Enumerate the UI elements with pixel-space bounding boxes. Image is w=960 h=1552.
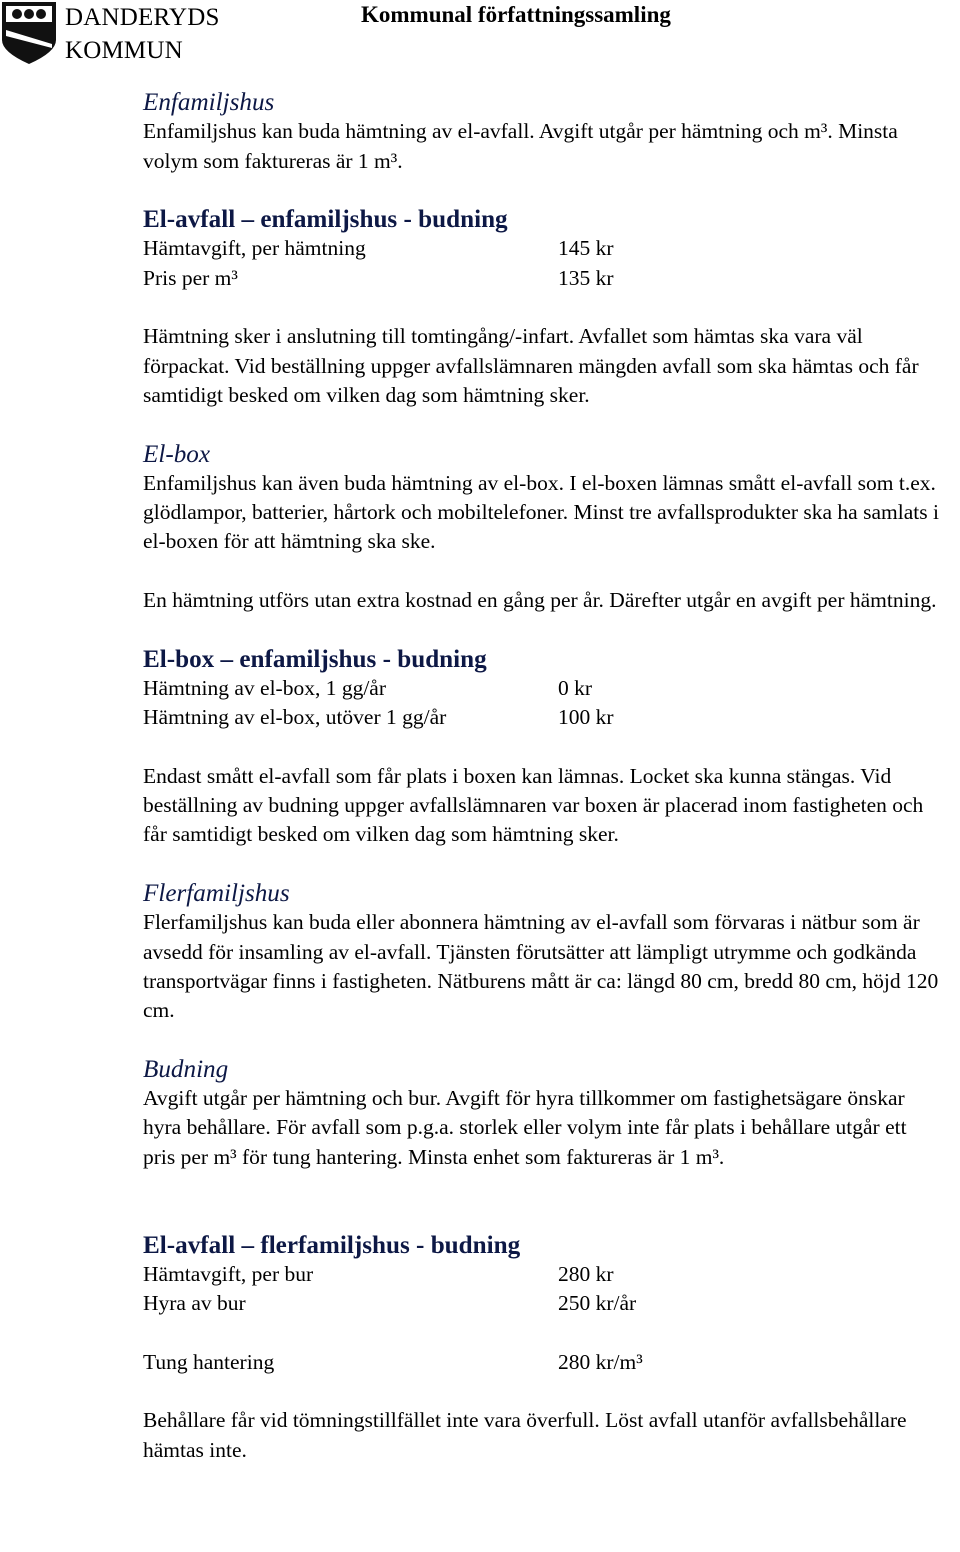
price-table-heading-elbox-enfamiljshus: El-box – enfamiljshus - budning — [143, 645, 487, 673]
price-row — [143, 1289, 943, 1318]
price-row — [143, 674, 943, 703]
price-row — [143, 234, 943, 263]
organization-name-line-1: DANDERYDS — [65, 4, 220, 31]
paragraph-budning: Avgift utgår per hämtning och bur. Avgift för hyra tillkommer om fastighetsägare önskar hyra behållare. För avfall som p.g.a. storlek eller volym inte får plats i behållare utgår ett pris per m³ för tung hantering. Minsta enhet som faktureras är 1 m³. — [143, 1086, 907, 1169]
municipal-coat-of-arms-icon — [0, 0, 58, 66]
price-value: 280 kr — [558, 1261, 614, 1286]
price-label: Tung hantering — [143, 1349, 275, 1374]
price-value: 145 kr — [558, 236, 614, 261]
organization-name-line-2: KOMMUN — [65, 37, 183, 64]
price-value: 250 kr/år — [558, 1291, 637, 1316]
price-table-heading-elavfall-flerfamiljshus: El-avfall – flerfamiljshus - budning — [143, 1231, 521, 1259]
price-label: Pris per m³ — [143, 265, 238, 290]
price-row — [143, 703, 943, 732]
price-label: Hämtning av el-box, 1 gg/år — [143, 675, 387, 700]
price-value: 0 kr — [558, 675, 593, 700]
paragraph-elbox-cost: En hämtning utförs utan extra kostnad en gång per år. Därefter utgår en avgift per hämtning. — [143, 588, 937, 613]
paragraph-flerfamiljshus: Flerfamiljshus kan buda eller abonnera hämtning av el-avfall som förvaras i nätbur som är avsedd för insamling av el-avfall. Tjänsten förutsätter att lämpligt utrymme och godkända transportvägar finns i fastigheten. Nätburens mått är ca: längd 80 cm, bredd 80 cm, höjd 120 cm. — [143, 910, 939, 1023]
organization-name — [65, 1, 220, 67]
price-label: Hyra av bur — [143, 1291, 246, 1316]
paragraph-elbox-intro: Enfamiljshus kan även buda hämtning av el-box. I el-boxen lämnas smått el-avfall som t.ex. glödlampor, batterier, hårtork och mobiltelefoner. Minst tre avfallsprodukter ska ha samlats i el-boxen för att hämtning ska ske. — [143, 470, 939, 554]
series-title: Kommunal författningssamling — [361, 2, 671, 27]
price-value: 100 kr — [558, 705, 614, 730]
section-heading-elbox: El-box — [143, 440, 211, 468]
paragraph-hamtning-info: Hämtning sker i anslutning till tomtingång/-infart. Avfallet som hämtas ska vara väl förpackat. Vid beställning uppger avfallslämnaren mängden avfall som ska hämtas och får samtidigt besked om vilken dag som hämtning sker. — [143, 324, 919, 407]
price-row — [143, 264, 943, 293]
price-label: Hämtning av el-box, utöver 1 gg/år — [143, 705, 447, 730]
section-heading-flerfamiljshus: Flerfamiljshus — [143, 880, 290, 908]
price-value: 135 kr — [558, 265, 614, 290]
price-row — [143, 1348, 943, 1377]
price-value: 280 kr/m³ — [558, 1349, 643, 1374]
price-label: Hämtavgift, per hämtning — [143, 236, 366, 261]
paragraph-elbox-rules: Endast smått el-avfall som får plats i boxen kan lämnas. Locket ska kunna stängas. Vid beställning av budning uppger avfallslämnaren var boxen är placerad inom fastigheten och får samtidigt besked om vilken dag som hämtning sker. — [143, 763, 924, 847]
price-table-heading-elavfall-enfamiljshus: El-avfall – enfamiljshus - budning — [143, 206, 508, 234]
section-heading-budning: Budning — [143, 1055, 229, 1083]
document-body — [143, 88, 943, 1465]
paragraph-behallare-rules: Behållare får vid tömningstillfället inte vara överfull. Löst avfall utanför avfallsbehållare hämtas inte. — [143, 1408, 907, 1462]
section-heading-enfamiljshus: Enfamiljshus — [143, 89, 275, 116]
price-row — [143, 1260, 943, 1289]
page-header — [0, 0, 960, 70]
paragraph-enfamiljshus-intro: Enfamiljshus kan buda hämtning av el-avfall. Avgift utgår per hämtning och m³. Minsta volym som faktureras är 1 m³. — [143, 119, 898, 173]
price-label: Hämtavgift, per bur — [143, 1261, 314, 1286]
